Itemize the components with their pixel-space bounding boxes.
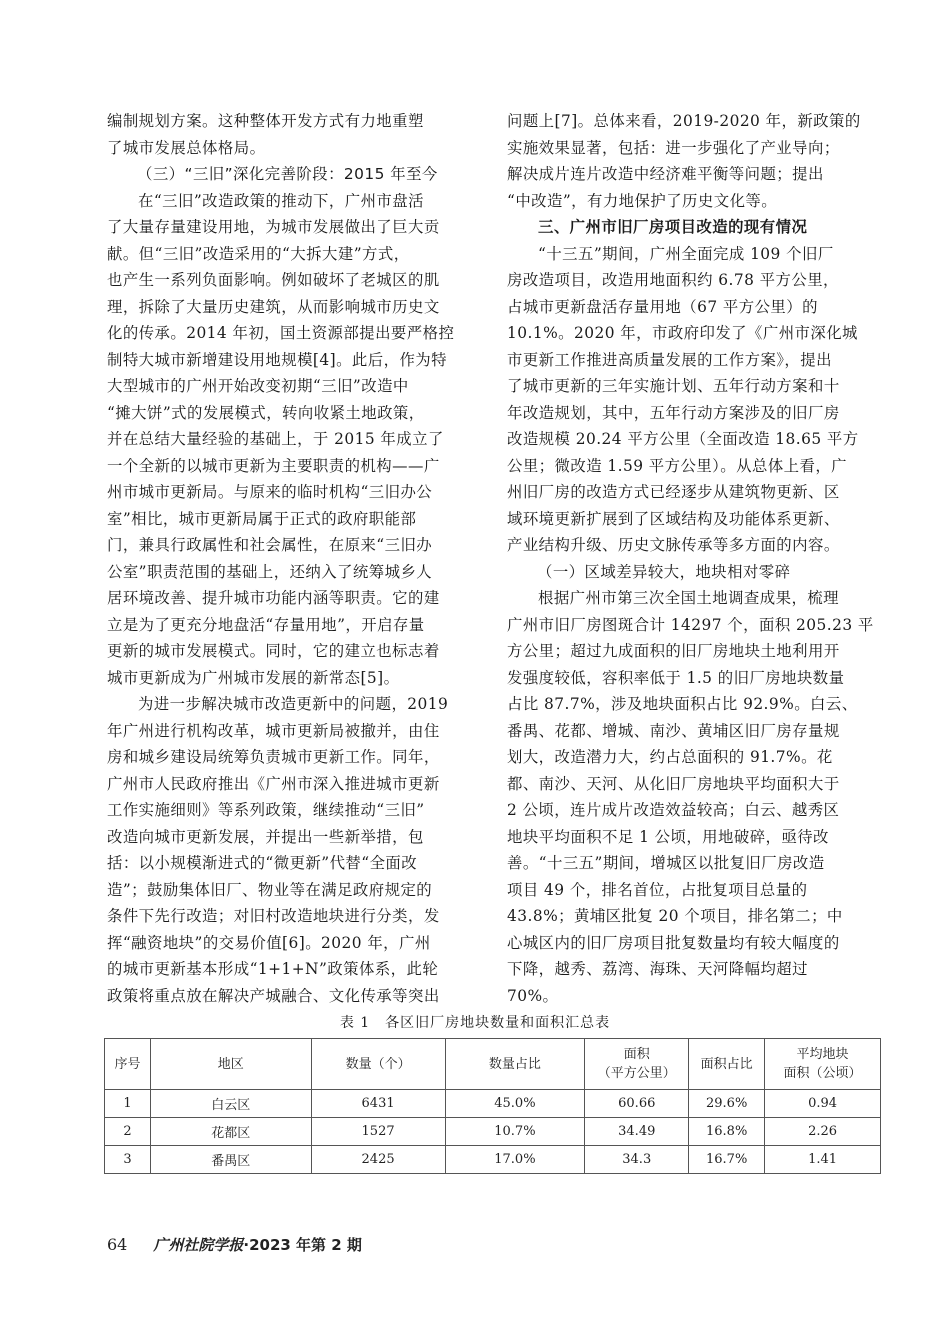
text-line: 都、南沙、天河、从化旧厂房地块平均面积大于 [507,774,840,793]
text-line: 一个全新的以城市更新为主要职责的机构——广 [107,456,440,475]
subsection-heading: （三）“三旧”深化完善阶段：2015 年至今 [137,165,438,183]
table-cell: 0.94 [765,1090,881,1118]
issue-label: ·2023 年第 2 期 [243,1236,362,1254]
text-line: 挥“融资地块”的交易价值[6]。2020 年，广州 [107,933,431,952]
text-line: “十三五”期间，广州全面完成 109 个旧厂 [538,244,834,263]
text-line: 了大量存量建设用地，为城市发展做出了巨大贡 [107,218,440,236]
table-cell: 1527 [311,1118,445,1146]
table-cell: 白云区 [150,1090,311,1118]
table-cell: 29.6% [689,1090,765,1118]
text-line: 改造向城市更新发展，并提出一些新举措，包 [107,827,424,846]
text-line: 占比 87.7%，涉及地块面积占比 92.9%。白云、 [507,695,858,713]
table-cell: 45.0% [445,1090,585,1118]
text-line: 在“三旧”改造政策的推动下，广州市盘活 [138,191,424,210]
text-line: 方公里；超过九成面积的旧厂房地块土地利用开 [507,642,840,660]
text-line: 产业结构升级、历史文脉传承等多方面的内容。 [507,536,840,554]
text-line: 公室”职责范围的基础上，还纳入了统筹城乡人 [107,562,433,581]
page-number: 64 [107,1235,128,1254]
page-footer [107,1234,362,1255]
text-line: 条件下先行改造；对旧村改造地块进行分类，发 [107,907,440,925]
text-line: 10.1%。2020 年，市政府印发了《广州市深化城 [507,324,858,342]
text-line: 根据广州市第三次全国土地调查成果，梳理 [538,589,839,607]
table-cell: 1.41 [765,1146,881,1174]
text-line: 广州市人民政府推出《广州市深入推进城市更新 [107,774,440,793]
text-line: 解决成片连片改造中经济难平衡等问题；提出 [507,165,824,183]
text-line: 更新的城市发展模式。同时，它的建立也标志着 [107,642,440,660]
text-line: 地块平均面积不足 1 公顷，用地破碎，亟待改 [507,827,829,846]
table-row [105,1146,881,1174]
table-cell: 6431 [311,1090,445,1118]
text-line: 番禺、花都、增城、南沙、黄埔区旧厂房存量规 [507,721,840,740]
text-line: 制特大城市新增建设用地规模[4]。此后，作为特 [107,350,447,369]
text-line: 也产生一系列负面影响。例如破坏了老城区的肌 [107,271,440,289]
text-line: 项目 49 个，排名首位，占批复项目总量的 [507,880,808,899]
text-line: 了城市发展总体格局。 [107,138,266,157]
text-line: 年广州进行机构改革，城市更新局被撤并，由住 [107,721,440,740]
text-line: 居环境改善、提升城市功能内涵等职责。它的建 [107,589,440,607]
table-row [105,1090,881,1118]
text-line: 划大，改造潜力大，约占总面积的 91.7%。花 [507,748,833,766]
text-line: 政策将重点放在解决产城融合、文化传承等突出 [107,986,440,1005]
table-row [105,1118,881,1146]
text-line: 城市更新成为广州城市发展的新常态[5]。 [107,668,400,687]
left-column [107,108,482,1009]
text-line: 域环境更新扩展到了区域结构及功能体系更新、 [507,509,840,528]
text-line: 占城市更新盘活存量用地（67 平方公里）的 [507,297,818,316]
right-column [507,108,882,1009]
table-cell: 2.26 [765,1118,881,1146]
table-cell: 1 [105,1090,151,1118]
text-line: 70%。 [507,986,559,1005]
table-header-row [105,1039,881,1090]
table-cell: 2425 [311,1146,445,1174]
table-cell: 番禺区 [150,1146,311,1174]
text-line: 43.8%；黄埔区批复 20 个项目，排名第二；中 [507,907,843,925]
table-caption: 表 1 各区旧厂房地块数量和面积汇总表 [339,1015,611,1031]
text-line: 大型城市的广州开始改变初期“三旧”改造中 [107,377,409,395]
text-line: 编制规划方案。这种整体开发方式有力地重塑 [107,112,424,130]
table-cell: 17.0% [445,1146,585,1174]
text-line: 广州市旧厂房图斑合计 14297 个，面积 205.23 平 [507,615,874,634]
table-cell: 16.7% [689,1146,765,1174]
text-line: 化的传承。2014 年初，国土资源部提出要严格控 [107,324,455,342]
text-line: “中改造”，有力地保护了历史文化等。 [507,191,778,210]
journal-name: 广州社院学报 [153,1236,244,1254]
column-header: 面积占比 [689,1039,765,1090]
text-line: 年改造规划，其中，五年行动方案涉及的旧厂房 [507,403,840,422]
text-line: 房改造项目，改造用地面积约 6.78 平方公里， [507,271,839,289]
table-cell: 34.3 [585,1146,689,1174]
text-line: 市更新工作推进高质量发展的工作方案》，提出 [507,350,832,369]
table-cell: 16.8% [689,1118,765,1146]
text-line: 2 公顷，连片成片改造效益较高；白云、越秀区 [507,801,840,819]
table-cell: 2 [105,1118,151,1146]
text-line: 室”相比，城市更新局属于正式的政府职能部 [107,509,417,528]
text-line: 房和城乡建设局统筹负责城市更新工作。同年， [107,748,440,766]
text-line: 并在总结大量经验的基础上，于 2015 年成立了 [107,430,444,448]
column-header: 数量占比 [445,1039,585,1090]
text-line: 门，兼具行政属性和社会属性，在原来“三旧办 [107,536,433,554]
table-cell: 10.7% [445,1118,585,1146]
text-line: 立是为了更充分地盘活“存量用地”，开启存量 [107,615,425,634]
column-header: 面积 （平方公里） [585,1039,689,1090]
text-line: 善。“十三五”期间，增城区以批复旧厂房改造 [507,854,825,872]
text-line: 实施效果显著，包括：进一步强化了产业导向； [507,138,840,157]
column-header: 地区 [150,1039,311,1090]
text-line: 改造规模 20.24 平方公里（全面改造 18.65 平方 [507,430,859,448]
text-line: 为进一步解决城市改造更新中的问题，2019 [138,695,449,713]
text-line: 献。但“三旧”改造采用的“大拆大建”方式， [107,244,410,263]
text-line: 问题上[7]。总体来看，2019-2020 年，新政策的 [507,112,861,130]
column-header: 序号 [105,1039,151,1090]
text-line: 州旧厂房的改造方式已经逐步从建筑物更新、区 [507,483,840,501]
text-line: 发强度较低，容积率低于 1.5 的旧厂房地块数量 [507,668,845,687]
text-line: 下降，越秀、荔湾、海珠、天河降幅均超过 [507,960,808,978]
text-line: 工作实施细则》等系列政策，继续推动“三旧” [107,801,425,819]
text-line: 造”；鼓励集体旧厂、物业等在满足政府规定的 [107,880,433,899]
text-line: 括：以小规模渐进式的“微更新”代替“全面改 [107,854,418,872]
table-cell: 花都区 [150,1118,311,1146]
subsection-heading: （一）区域差异较大，地块相对零碎 [537,562,791,581]
text-line: 的城市更新基本形成“1+1+N”政策体系，此轮 [107,960,439,978]
text-line: “摊大饼”式的发展模式，转向收紧土地政策， [107,403,425,422]
table-cell: 3 [105,1146,151,1174]
text-line: 了城市更新的三年实施计划、五年行动方案和十 [507,377,840,395]
table-cell: 60.66 [585,1090,689,1118]
table-cell: 34.49 [585,1118,689,1146]
column-header: 平均地块 面积（公顷） [765,1039,881,1090]
text-line: 理，拆除了大量历史建筑，从而影响城市历史文 [107,297,440,316]
column-header: 数量（个） [311,1039,445,1090]
section-heading: 三、广州市旧厂房项目改造的现有情况 [538,218,808,236]
text-line: 公里；微改造 1.59 平方公里）。从总体上看，广 [507,456,848,475]
summary-table [104,1038,881,1174]
text-line: 心城区内的旧厂房项目批复数量均有较大幅度的 [507,933,840,952]
text-line: 州市城市更新局。与原来的临时机构“三旧办公 [107,483,433,501]
